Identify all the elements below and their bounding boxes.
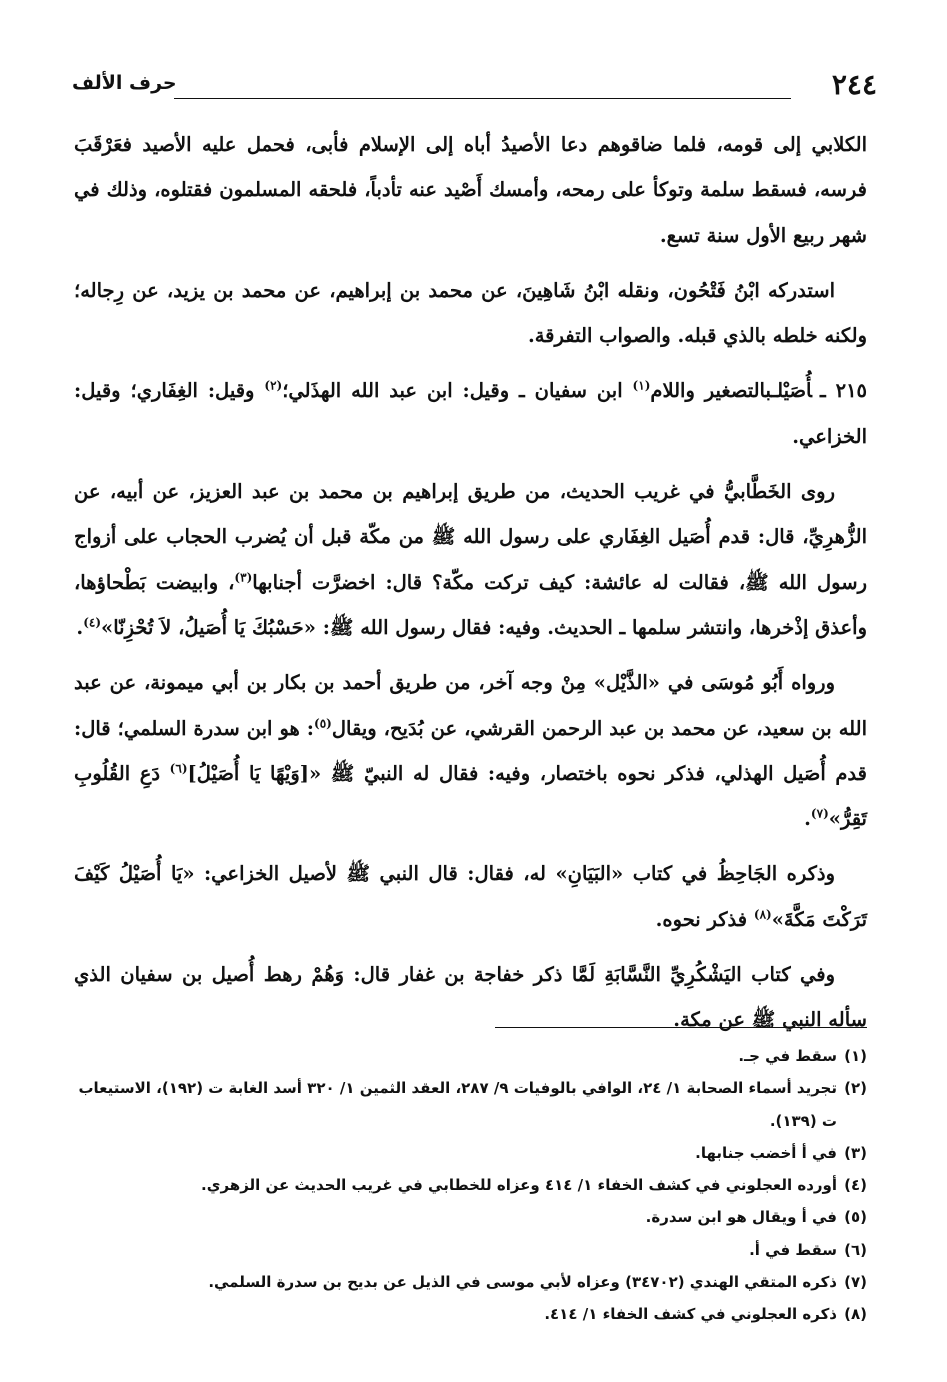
footnote-1	[74, 1040, 867, 1072]
paragraph-text: .	[804, 807, 811, 831]
paragraph-continuation: الكلابي إلى قومه، فلما ضاقوهم دعا الأصيدُ أباه إلى الإسلام فأبى، فحمل عليه الأصيد فعَرْقَبَ فرسه، فسقط سلمة وتوكأ على رمحه، وأمسك أَصْيد عنه تأدباً، فلحقه المسلمون فقتلوه، وذلك في شهر ربيع الأول سنة تسع.	[74, 133, 867, 247]
footnote-2	[74, 1072, 867, 1137]
footnote-text: سقط في أ.	[749, 1240, 837, 1259]
footnote-ref-1[interactable]: (١)	[632, 378, 651, 393]
paragraph-text: : هو ابن سدرة السلمي؛ قال: قدم أُصَيل الهذلي، فذكر نحوه باختصار، وفيه: فقال له النبيّ ﷺ «[وَيْهًا يَا أُصَيْلُ]	[74, 716, 867, 785]
footnote-text: سقط في جـ.	[738, 1047, 837, 1065]
entry-215	[74, 368, 867, 459]
footnote-text: ذكره العجلوني في كشف الخفاء ١/ ٤١٤.	[544, 1305, 837, 1324]
entry-name: أُصَيْل	[777, 379, 812, 403]
footnote-ref-4[interactable]: (٤)	[83, 615, 102, 630]
header-rule	[174, 98, 791, 99]
footnote-8	[74, 1298, 867, 1330]
footnote-ref-8[interactable]: (٨)	[753, 907, 772, 922]
paragraph-text: روى الخَطَّابيُّ في غريب الحديث، من طريق إبراهيم بن محمد بن عبد العزيز، عن أبيه، عن الزُّهرِيِّ، قال: قدم أُصَيل الغِفَاري على رسول الله ﷺ من مكّة قبل أن يُضرب الحجاب على أزواج رسول الله ﷺ، فقالت له عائشة: كيف تركت مكّة؟ قال: اخضرَّت أجنابها	[74, 480, 867, 594]
page-number: ٢٤٤	[831, 68, 877, 101]
chapter-title: حرف الألف	[72, 72, 177, 94]
paragraph-abu-musa	[74, 660, 867, 841]
footnote-6	[74, 1234, 867, 1266]
footnote-text: أورده العجلوني في كشف الخفاء ١/ ٤١٤ وعزاه للخطابي في غريب الحديث عن الزهري.	[201, 1176, 837, 1195]
paragraph-yashkuri: وفي كتاب اليَشْكُرِيِّ النَّسَّابَةِ لَمَّا ذكر خفاجة بن غفار قال: وَهُمْ رهط أُصيل بن سفيان الذي سأله النبي ﷺ عن مكة.	[74, 963, 867, 1032]
footnote-number: (٤)	[844, 1176, 867, 1195]
paragraph-istidrak: استدركه ابْنُ فَتْحُون، ونقله ابْنُ شَاهِينَ، عن محمد بن إبراهيم، عن محمد بن يزيد، عن رِجاله؛ ولكنه خلطه بالذي قبله. والصواب التفرقة.	[74, 278, 867, 348]
footnote-number: (٦)	[844, 1240, 867, 1259]
footnote-number: (٥)	[844, 1208, 867, 1227]
footnotes	[74, 1040, 867, 1331]
footnote-separator	[495, 1027, 867, 1028]
running-header	[72, 68, 881, 108]
footnote-number: (٣)	[844, 1143, 867, 1162]
entry-text: ـبالتصغير واللام	[650, 379, 778, 403]
footnote-ref-6[interactable]: (٦)	[169, 761, 188, 776]
footnote-ref-5[interactable]: (٥)	[314, 716, 332, 731]
paragraph-jahiz	[74, 851, 867, 942]
footnote-number: (٨)	[844, 1305, 867, 1324]
paragraph-text: وذكره الجَاحِظُ في كتاب «البَيَانِ» له، فقال: قال النبي ﷺ لأصيل الخزاعي: «يَا أُصَيْلُ كَيْفَ تَرَكْتَ مَكَّةَ»	[74, 862, 867, 931]
footnote-5	[74, 1201, 867, 1233]
footnote-ref-3[interactable]: (٣)	[234, 570, 253, 585]
entry-text: وقيل: الغِفَاري؛ وقيل: الخزاعي.	[74, 379, 867, 448]
paragraph-text: فذكر نحوه.	[655, 907, 754, 931]
footnote-4	[74, 1169, 867, 1201]
paragraph-text: دَعِ القُلُوبِ تَقِرُّ»	[74, 761, 867, 831]
footnote-text: في أ أخضب جنابها.	[695, 1143, 837, 1162]
footnote-7	[74, 1266, 867, 1298]
footnote-text: في أ ويقال هو ابن سدرة.	[645, 1208, 837, 1227]
main-text	[74, 122, 867, 1053]
footnote-text: ذكره المتقي الهندي (٣٤٧٠٢) وعزاه لأبي موسى في الذيل عن بديح بن سدرة السلمي.	[208, 1273, 837, 1292]
footnote-3	[74, 1137, 867, 1169]
footnote-number: (١)	[844, 1047, 867, 1065]
footnote-number: (٧)	[844, 1273, 867, 1292]
footnote-ref-2[interactable]: (٢)	[264, 378, 283, 393]
paragraph-text: .	[76, 615, 84, 639]
entry-number: ٢١٥ ـ	[819, 379, 868, 403]
footnote-number: (٢)	[844, 1079, 867, 1098]
paragraph-khattabi	[74, 469, 867, 650]
footnote-text: تجريد أسماء الصحابة ١/ ٢٤، الوافي بالوفيات ٩/ ٢٨٧، العقد الثمين ١/ ٣٢٠ أسد الغابة ت (١٩٢)، الاستيعاب ت (١٣٩).	[78, 1079, 837, 1130]
entry-text: ابن سفيان ـ وقيل: ابن عبد الله الهذَلي؛	[282, 379, 633, 403]
paragraph-text: ورواه أَبُو مُوسَى في «الذَّيْل» مِنْ وجه آخر، من طريق أحمد بن بكار بن أبي ميمونة، عن عبد الله بن سعيد، عن محمد بن عبد الرحمن القرشي، عن بُدَيح، ويقال	[74, 671, 867, 740]
paragraph-text: ، وابيضت بَطْحاؤها، وأعذق إذْخرها، وانتشر سلمها ـ الحديث. وفيه: فقال رسول الله ﷺ: «حَسْبُكَ يَا أُصَيلُ، لاَ تُحْزِنّا»	[74, 570, 867, 639]
footnote-ref-7[interactable]: (٧)	[810, 806, 829, 821]
